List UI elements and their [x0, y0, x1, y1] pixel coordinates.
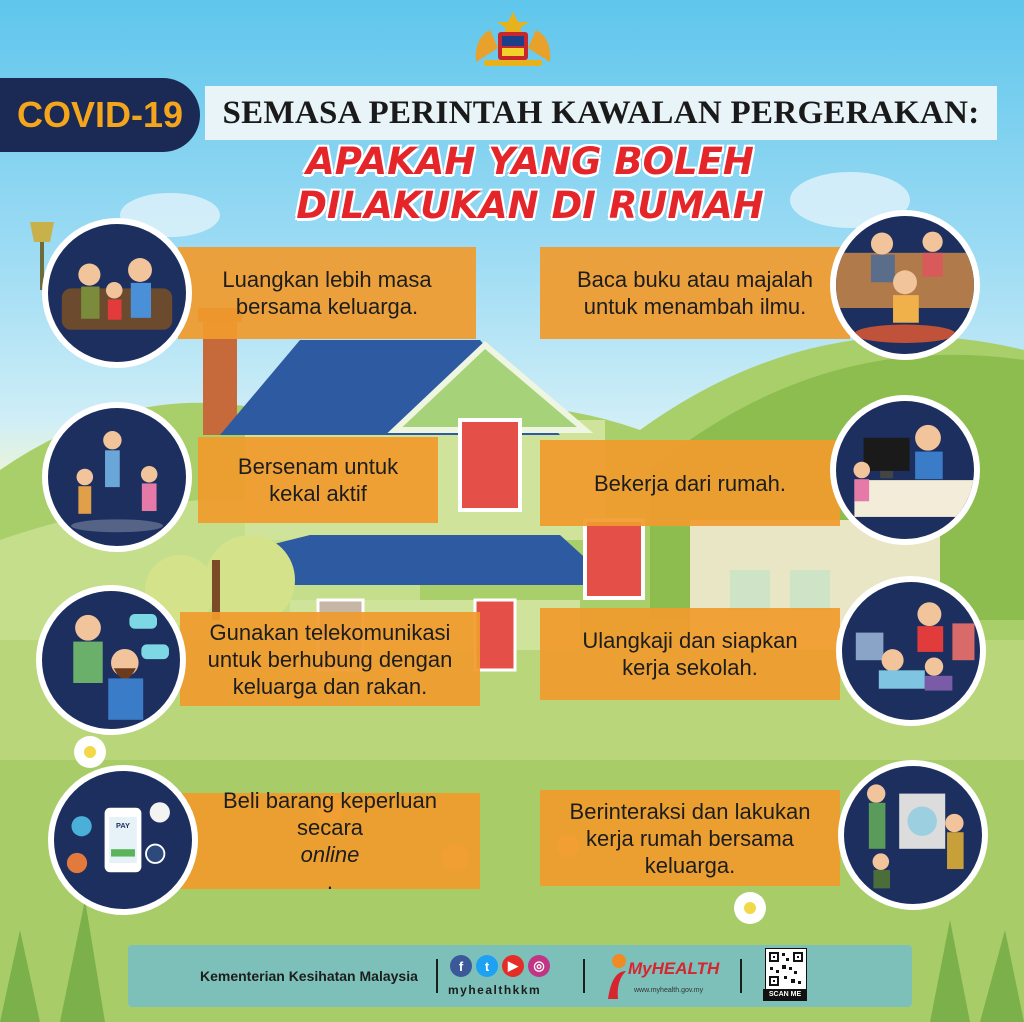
- subtitle-line-1: APAKAH YANG BOLEH: [306, 140, 754, 183]
- tip-text-line: kekal aktif: [269, 481, 367, 506]
- tip-text-line: Gunakan telekomunikasi: [209, 619, 451, 645]
- tip-card-homework: [540, 608, 840, 700]
- tip-text-line: Ulangkaji dan siapkan: [582, 628, 798, 653]
- footer-divider: [436, 959, 438, 993]
- youtube-icon[interactable]: ▶: [502, 955, 524, 977]
- covid-badge: [0, 78, 200, 152]
- svg-text:PAY: PAY: [116, 821, 130, 831]
- family-reading-icon: [830, 210, 980, 360]
- online-shopping-icon: [48, 765, 198, 915]
- tip-text-line: bersama keluarga.: [235, 294, 419, 319]
- tip-text-line: Luangkan lebih masa: [222, 267, 432, 292]
- qr-code-icon[interactable]: [765, 948, 807, 990]
- ministry-name: Kementerian Kesihatan Malaysia: [200, 968, 418, 984]
- covid-badge-text: COVID-19: [16, 94, 184, 135]
- tip-text-line: Bersenam untuk: [237, 454, 399, 479]
- page-subtitle: [250, 140, 810, 228]
- social-handle[interactable]: myhealthkkm: [448, 983, 542, 997]
- tip-text-line: kerja sekolah.: [622, 655, 758, 680]
- tip-card-work-from-home: [540, 440, 840, 526]
- tip-text-line: Baca buku atau majalah: [576, 267, 814, 292]
- work-from-home-icon: [830, 395, 980, 545]
- tip-text-line: Bekerja dari rumah.: [594, 470, 786, 496]
- instagram-icon[interactable]: ◎: [528, 955, 550, 977]
- page-title-text: SEMASA PERINTAH KAWALAN PERGERAKAN:: [222, 94, 980, 131]
- tip-text-line: untuk menambah ilmu.: [583, 294, 807, 319]
- myhealth-logo: [604, 951, 734, 1001]
- twitter-icon[interactable]: t: [476, 955, 498, 977]
- housework-icon: [838, 760, 988, 910]
- tip-text-line: keluarga dan rakan.: [232, 673, 428, 699]
- myhealth-url: www.myhealth.gov.my: [634, 987, 704, 994]
- tip-text-line: keluarga.: [644, 852, 736, 878]
- myhealth-logo-text: MyHEALTH: [628, 959, 720, 978]
- tip-card-reading: [540, 247, 850, 339]
- homework-icon: [836, 576, 986, 726]
- tip-card-online-shopping: [180, 788, 480, 894]
- tip-text-line: Beli barang keperluan: [222, 788, 438, 813]
- page-title: [205, 86, 997, 140]
- facebook-icon[interactable]: f: [450, 955, 472, 977]
- footer-bar: [128, 945, 912, 1007]
- tip-text-line: untuk berhubung dengan: [207, 646, 453, 672]
- subtitle-line-2: DILAKUKAN DI RUMAH: [296, 184, 764, 227]
- malaysia-coat-of-arms-icon: [468, 8, 558, 70]
- tip-card-telecommunication: [180, 612, 480, 706]
- tip-card-exercise: [198, 437, 438, 523]
- footer-divider: [740, 959, 742, 993]
- exercise-icon: [42, 402, 192, 552]
- tip-card-housework: [540, 790, 840, 886]
- family-on-sofa-icon: [42, 218, 192, 368]
- tip-card-family-time: [178, 247, 476, 339]
- phone-chat-icon: [36, 585, 186, 735]
- tip-text-line: kerja rumah bersama: [586, 825, 794, 851]
- footer-divider: [583, 959, 585, 993]
- tip-text-line: secara online .: [296, 815, 364, 894]
- scan-me-label: SCAN ME: [763, 989, 807, 1001]
- social-icons: [450, 955, 550, 977]
- tip-text-line: Berinteraksi dan lakukan: [569, 798, 811, 824]
